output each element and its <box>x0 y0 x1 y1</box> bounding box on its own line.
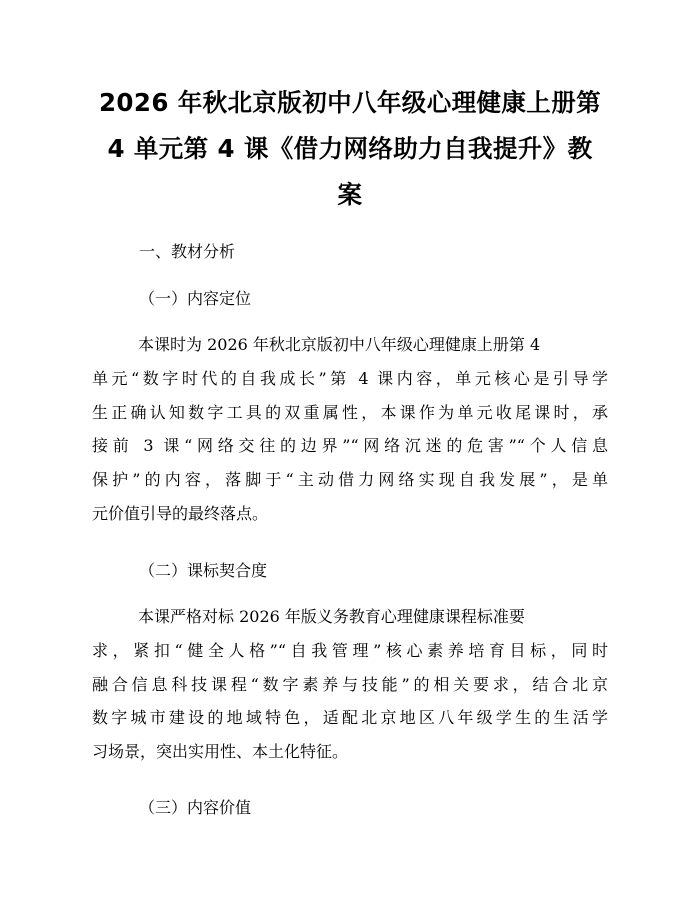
title-line: 4 单元第 4 课《借力网络助力自我提升》教 <box>107 134 593 163</box>
document-title <box>92 80 608 218</box>
paragraph-line: 生正确认知数字工具的双重属性，本课作为单元收尾课时，承 <box>92 402 608 422</box>
paragraph-line: 单元“数字时代的自我成长”第 4 课内容，单元核心是引导学 <box>92 368 608 388</box>
paragraph-line: 本课时为 2026 年秋北京版初中八年级心理健康上册第 4 <box>138 335 541 354</box>
title-line: 2026 年秋北京版初中八年级心理健康上册第 <box>98 88 602 117</box>
paragraph-content-positioning <box>92 328 608 531</box>
paragraph-line: 数字城市建设的地域特色，适配北京地区八年级学生的生活学 <box>92 708 608 728</box>
subsection-heading-curriculum-alignment: （二）课标契合度 <box>139 561 268 580</box>
paragraph-line: 习场景，突出实用性、本土化特征。 <box>92 742 349 762</box>
section-heading-teaching-material-analysis: 一、教材分析 <box>139 242 236 261</box>
paragraph-curriculum-alignment <box>92 600 608 769</box>
paragraph-line: 元价值引导的最终落点。 <box>92 503 269 523</box>
title-line: 案 <box>337 180 363 209</box>
paragraph-line: 保护”的内容，落脚于“主动借力网络实现自我发展”，是单 <box>92 470 608 490</box>
subsection-heading-content-positioning: （一）内容定位 <box>139 289 252 308</box>
paragraph-line: 本课严格对标 2026 年版义务教育心理健康课程标准要 <box>138 607 525 626</box>
paragraph-line: 求，紧扣“健全人格”“自我管理”核心素养培育目标，同时 <box>92 640 608 660</box>
subsection-heading-content-value: （三）内容价值 <box>139 798 252 817</box>
paragraph-line: 融合信息科技课程“数字素养与技能”的相关要求，结合北京 <box>92 674 608 694</box>
paragraph-line: 接前 3 课“网络交往的边界”“网络沉迷的危害”“个人信息 <box>92 436 608 456</box>
